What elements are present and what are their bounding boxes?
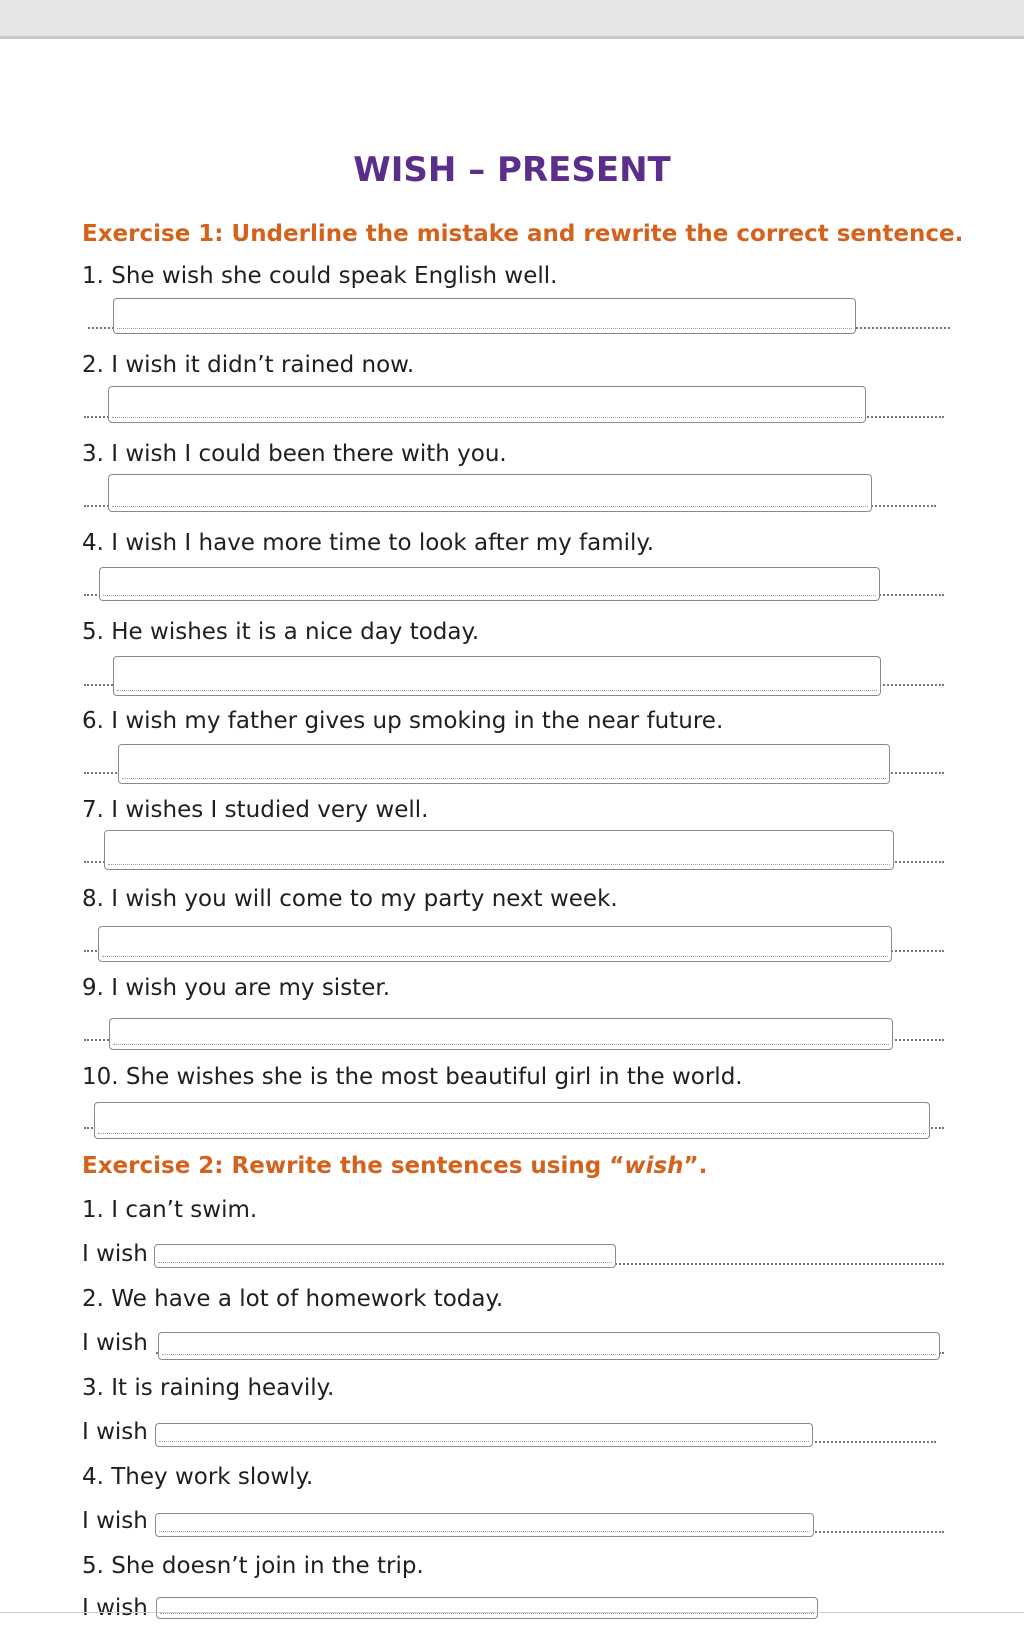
exercise-1-question-5: 5. He wishes it is a nice day today. — [82, 619, 480, 645]
rewrite-field-3[interactable] — [155, 1423, 813, 1447]
rewrite-field-5[interactable] — [156, 1597, 818, 1619]
exercise-2-heading-suffix: ”. — [683, 1153, 708, 1179]
answer-field-4[interactable] — [99, 567, 880, 601]
exercise-1-question-3: 3. I wish I could been there with you. — [82, 441, 507, 467]
i-wish-label-1: I wish — [82, 1241, 148, 1267]
exercise-1-question-4: 4. I wish I have more time to look after my family. — [82, 530, 655, 556]
worksheet-title: WISH – PRESENT — [353, 150, 671, 190]
answer-field-9[interactable] — [109, 1018, 893, 1050]
exercise-2-question-4: 4. They work slowly. — [82, 1464, 314, 1490]
exercise-2-question-2: 2. We have a lot of homework today. — [82, 1286, 504, 1312]
exercise-1-question-1: 1. She wish she could speak English well. — [82, 263, 558, 289]
exercise-1-question-2: 2. I wish it didn’t rained now. — [82, 352, 415, 378]
answer-field-7[interactable] — [104, 830, 894, 870]
rewrite-field-1[interactable] — [154, 1244, 616, 1268]
answer-field-10[interactable] — [94, 1102, 930, 1139]
exercise-2-question-5: 5. She doesn’t join in the trip. — [82, 1553, 424, 1579]
exercise-2-heading — [82, 1153, 707, 1179]
exercise-2-heading-prefix: Exercise 2: Rewrite the sentences using “ — [82, 1153, 625, 1179]
exercise-1-question-7: 7. I wishes I studied very well. — [82, 797, 429, 823]
answer-field-8[interactable] — [98, 926, 892, 962]
exercise-1-heading: Exercise 1: Underline the mistake and rewrite the correct sentence. — [82, 221, 964, 247]
exercise-2-heading-emphasis: wish — [624, 1153, 684, 1179]
exercise-2-question-3: 3. It is raining heavily. — [82, 1375, 335, 1401]
exercise-2-question-1: 1. I can’t swim. — [82, 1197, 258, 1223]
i-wish-label-3: I wish — [82, 1419, 148, 1445]
answer-field-5[interactable] — [113, 656, 881, 696]
exercise-1-question-10: 10. She wishes she is the most beautiful girl in the world. — [82, 1064, 743, 1090]
answer-field-6[interactable] — [118, 744, 890, 784]
i-wish-label-4: I wish — [82, 1508, 148, 1534]
exercise-1-question-6: 6. I wish my father gives up smoking in the near future. — [82, 708, 724, 734]
viewer-top-bar — [0, 0, 1024, 39]
exercise-1-question-9: 9. I wish you are my sister. — [82, 975, 391, 1001]
i-wish-label-2: I wish — [82, 1330, 148, 1356]
page-bottom-edge — [0, 1612, 1024, 1613]
answer-field-3[interactable] — [108, 474, 872, 512]
exercise-1-question-8: 8. I wish you will come to my party next week. — [82, 886, 618, 912]
answer-field-1[interactable] — [113, 298, 856, 334]
rewrite-field-4[interactable] — [155, 1513, 814, 1537]
answer-field-2[interactable] — [108, 386, 866, 423]
rewrite-field-2[interactable] — [158, 1332, 940, 1360]
i-wish-label-5: I wish — [82, 1595, 148, 1621]
